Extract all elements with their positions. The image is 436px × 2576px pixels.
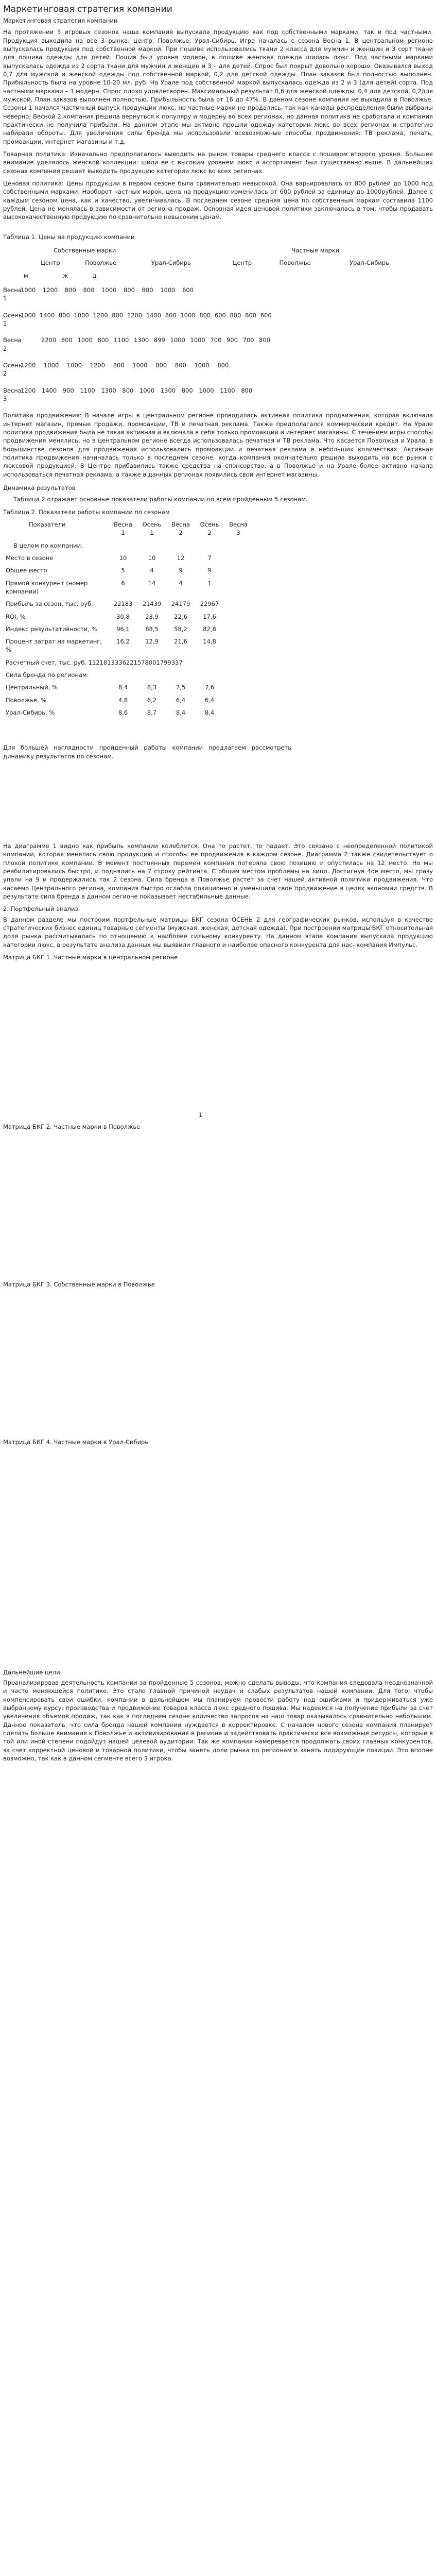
row-values: 2200 800 1000 800 1100 1300 899 1000 1000 700 900 700 800 — [41, 336, 271, 344]
matrix-caption-3: Матрица БКГ 3. Собственные марки в Поволжье — [3, 1281, 155, 1289]
row-values: 1200 1000 1000 1200 800 1000 800 800 1000 800 — [21, 361, 229, 369]
company-total-label: В целом по компании: — [13, 541, 83, 549]
table-row — [3, 286, 433, 303]
further-label: Дальнейшие цели. — [3, 1668, 62, 1676]
table2-caption: Таблица 2. Показатели работы компании по сезонам — [3, 508, 170, 516]
intro-paragraph-1: На протяжении 5 игровых сезонов наша компания выпускала продукцию как под собственными марками, так и под частными. Продукция выходила на все 3 рынка: центр, Поволжье, Урал-Сибирь. Игра началась с сезона Весна 1. В центральном регионе выпускалась продукция под собственной маркой. При пошиве использовались ткани 2 класса для мужчин и женщин и 3 сорт ткани для пошива одежды для детей. Пошив был уровня модерн, в пошиве женская одежда шилась люкс. Под частными марками выпускалась одежда из 2 сорта ткани для мужчин и женщин и 3 – для детей. Спрос был покрыт довольно хорошо. Оказывался выход 0,7 для мужской и женской одежды под собственной маркой, 0,2 для детской одежды. План заказов был полностью выполнен. Прибыльность была на уровне 10-20 мл. руб. На Урале под собственной маркой выпускалась одежда из 2 и 3 (для детей) сорта. Под частными марками – 3 модерн. Спрос плохо удовлетворен. Максимальный результат 0,6 для женской одежды, 0,4 для детской, 0,2для мужской. План заказов выполнен полностью. Прибыльность была от 16 до 47%. В данном сезоне компания не выходила в Поволжье. Сезоны 1 начался частичный выпуск продукции люкс, но частные марки не продались, так как каналы распределения были выбраны неверно. Весной 2 компания решила вернуться к популяру и модерну во всех регионах, но данная политика не сработала и компания практически не получила прибыли. На данном этапе мы активно прошли одежду категории люкс во всех регионах и стратегию набирали обороты. Для увеличения силы бренда мы использовали всевозможные способы продвижения: ТВ реклама, печать, промоакции, интернет магазины и т.д. — [3, 28, 433, 145]
visual-paragraph: Для большей наглядности пройденный работы компании предлагаем рассмотреть динамику результатов по сезонам. — [3, 744, 291, 760]
indicators-header: Показатели — [29, 520, 66, 528]
table-row: Место в сезоне 10 10 12 7 — [6, 554, 212, 562]
season-label: Осень 2 — [3, 361, 22, 378]
season-header: Весна — [229, 520, 248, 528]
promo-paragraph: Политика продвижения: В начале игры в центральном регионе проводилась активная политика продвижения, которая включала интернет магазин, прямые продажи, промоакции, ТВ и печатная реклама. Также предполагался коммерческий кредит. На Урале политика продвижения была не такая активная и включала в себя только промоакции и интернет магазины. С течением игры способы продвижения менялись, но в центральном регионе всегда использовалась печатная и ТВ реклама. Что касается Поволжья и Урала, в большинстве сезонов для продвижения использовались промоакции и печатная реклама в небольших количествах. Активная политика продвижения начиналась только в последнем сезоне, когда компания окончательно решила выходить на все рынки с люксовой продукцией. В Центре прибавились также средства на спонсорство, а в Поволжье и на Урале более активно начала использоваться печатная реклама, а также в данных регионах появились свои интернет магазины. — [3, 412, 433, 478]
portfolio-heading: 2. Портфельный анализ. — [3, 905, 80, 913]
subtitle: Маркетинговая стратегия компании — [3, 17, 118, 25]
page-title: Маркетинговая стратегия компании — [3, 4, 172, 14]
table-row: Процент затрат на маркетинг, % 16,2 12,9 21,6 14,8 — [6, 638, 216, 654]
table-row: Индекс результативности, % 96,1 88,5 58,2 82,8 — [6, 625, 216, 633]
row-values: 1000 1400 800 1000 1200 800 1200 1400 800 1000 800 600 800 800 600 — [21, 311, 272, 319]
region-header: Поволжье — [85, 259, 117, 267]
own-brands-header: Собственные марки — [54, 247, 116, 254]
region-header: Урал-Сибирь — [349, 259, 389, 267]
matrix-caption-1: Матрица БКГ 1. Частные марки в центральном регионе — [3, 954, 178, 961]
results-table: Показатели Весна 1 Осень 1 Весна 2 Осень 2 Весна 3 В целом по компании: Место в сезоне 10 10 12 7 Общее место 5 4 9 9 Прямой конкурент (номер компании) 6 14 4 1 Прибыль за сезон, тыс. руб. 22183 21439 24179 22967 ROI, % 30,8 23,9 22,6 17,6 Индекс результативности, % 96,1 88,5 58,2 82,8 Процент затрат на маркетинг, % 16,2 12,9 21,6 14,8 Расчетный счет, тыс. руб. 1121813336221578001799337 Сила бренда по регионам: Центральный, % 8,4 8,3 7,5 7,6 Поволжье, % 4,8 6,2 6,4 6,4 Урал-Сибирь, % 8,6 8,7 8,4 8,4 — [3, 518, 253, 719]
season-header: Осень — [142, 520, 162, 528]
brand-strength-label: Сила бренда по регионам: — [6, 671, 89, 679]
price-table-rows — [3, 286, 433, 403]
table1-caption: Таблица 1. Цены на продукцию компании — [3, 233, 135, 241]
further-paragraph: Проанализировав деятельность компании за пройденные 5 сезонов, можно сделать выводы, что компания следовала неоднозначной и часто меняющейся политике. Это стало главной причиной неудач и слабых результатов нашей компании. Для того, чтобы компенсировать свои ошибки, компании в дальнейшем мы планируем провести работу над ошибками и придерживаться уже выбранному курсу: производства и продвижение товаров класса люкс среднего пошива. Мы надеемся на получение прибыли за счет увеличения объемов продаж, так как в последнем сезоне количество запросов на наш товар оказывалось сравнительно небольшим. Данное показатель, что сила бренда нашей компании нуждается в корректировке. С началом нового сезона компания планирует сделать больше внимания к Поволжье и активизирования в регионе и задействовать практически все возможные ресурсы, которые в той или иной степени подойдут нашей целевой аудитории. Так же компания намеревается продолжать своих главных конкурентов, за счет корректной ценовой и товарной политики, чтобы занять доли рынка по регионам и занять лидирующие позиции. Это вполне возможно, так как в данном сегменте всего 3 игрока. — [3, 1679, 433, 1762]
table-row — [3, 311, 433, 328]
dynamics-paragraph: Таблица 2 отражает основные показатели работы компании по всем пройденным 5 сезонам. — [13, 496, 308, 503]
dynamics-label: Динамика результатов — [3, 484, 76, 492]
region-header: Урал-Сибирь — [151, 259, 191, 267]
table-row — [3, 336, 433, 353]
table-row — [3, 386, 433, 403]
region-header: Поволжье — [279, 259, 311, 267]
gender-header: д — [92, 272, 97, 279]
portfolio-paragraph: В данном разделе мы построим портфельные матрицы БКГ сезона ОСЕНЬ 2 для географических рынков, используя в качестве стратегических бизнес единиц товарные сегменты (мужская, женская, детская одежда). При построении матрицы БКГ относительная доля рынка рассчитывалась по отношению к наиболее сильному конкуренту. На данном этапе компания выпускала продукцию категории люкс, в результате анализа данных мы выявили главного и наиболее опасного конкурента для нас- компания Импульс. — [3, 916, 433, 948]
private-brands-header: Частные марки — [291, 247, 340, 254]
intro-paragraph-2: Товарная политика: Изначально предполагалось выводить на рынок товары среднего класса с пошивом второго уровня. Большее внимание уделялось женской коллекции: шили ее с высоким уровнем люкс и ассортимент был существенно выше. В дальнейших сезонах компания решает выводить продукцию категории люкс во всех регионах. — [3, 150, 433, 175]
table-row — [3, 361, 433, 378]
season-label: Весна 1 — [3, 286, 22, 302]
table-row: Прибыль за сезон, тыс. руб. 22183 21439 24179 22967 — [6, 600, 219, 608]
season-label: Осень 1 — [3, 311, 22, 327]
region-header: Центр — [41, 259, 60, 267]
row-values: 1000 1200 800 800 1000 800 800 1000 600 — [21, 286, 194, 294]
table-row: Общее место 5 4 9 9 — [6, 567, 212, 574]
intro-paragraph-3: Ценовая политика: Цены продукции в первом сезоне была сравнительно невысокой. Она варьировалась от 800 рублей до 1000 под собственными марками. Наоборот частных марок, цена на продукцию изменилась от 600 рублей за единицу до 1000рублей. Далее с каждым сезоном цена, как и качество, увеличивалась. В последнем сезоне средняя цена по собственным маркам составила 1100 рублей. Цена не менялась в зависимости от региона продаж. Основная идея ценовой политики заключалась в том, чтобы продавать высококачественную продукцию по сравнительно невысоким ценам. — [3, 180, 433, 221]
table-row: Прямой конкурент (номер компании) 6 14 4 1 — [6, 579, 212, 595]
diagram-paragraph: На диаграмме 1 видно как прибыль компании колеблется. Она то растет, то падает. Это связано с неопределенной политикой компании, которая менялась свою продукцию и способы ее продвижения в каждом сезоне. Диаграмма 2 также свидетельствует о плохой политике компании. В момент постоянных перемен компания потеряла свою позицию и опустилась на 12 место. Но мы реабилитировались быстро, и поднялись на 7 строку рейтинга. С общим местом проблемы на лицо. Достигнув 4ое место, мы сразу упали на 9 и продержались так 2 сезона. Сила бренда в Поволжье растет за счет нашей активной политики продвижения. Что касаемо Центрального региона, компания быстро ослабла позиционно и уменьшила свое продвижение в целях экономии средств. В результате сила бренда в данном регионе показывает нестабильные данные. — [3, 842, 433, 901]
season-header: Осень — [200, 520, 219, 528]
matrix-caption-4: Матрица БКГ 4. Частные марки в Урал-Сибирь — [3, 1438, 149, 1446]
gender-header: м — [24, 272, 28, 279]
cumulative-account: Расчетный счет, тыс. руб. 1121813336221578001799337 — [6, 658, 183, 666]
region-header: Центр — [232, 259, 252, 267]
table-row: Поволжье, % 4,8 6,2 6,4 6,4 — [6, 696, 215, 704]
matrix-caption-2: Матрица БКГ 2. Частные марки в Поволжье — [3, 1123, 141, 1130]
row-values: 1200 1400 900 1100 1300 800 1000 1300 800 1000 1100 800 — [21, 386, 253, 394]
season-label: Весна 3 — [3, 386, 22, 402]
table-row: Урал-Сибирь, % 8,6 8,7 8,4 8,4 — [6, 709, 215, 717]
season-header: Весна — [114, 520, 132, 528]
price-table — [3, 244, 433, 282]
season-header: Весна — [171, 520, 190, 528]
gender-header: ж — [63, 272, 68, 279]
table-row: Центральный, % 8,4 8,3 7,5 7,6 — [6, 684, 215, 691]
page-number: 1 — [199, 1111, 203, 1119]
table-row: ROI, % 30,8 23,9 22,6 17,6 — [6, 613, 216, 620]
season-label: Весна 2 — [3, 336, 22, 352]
